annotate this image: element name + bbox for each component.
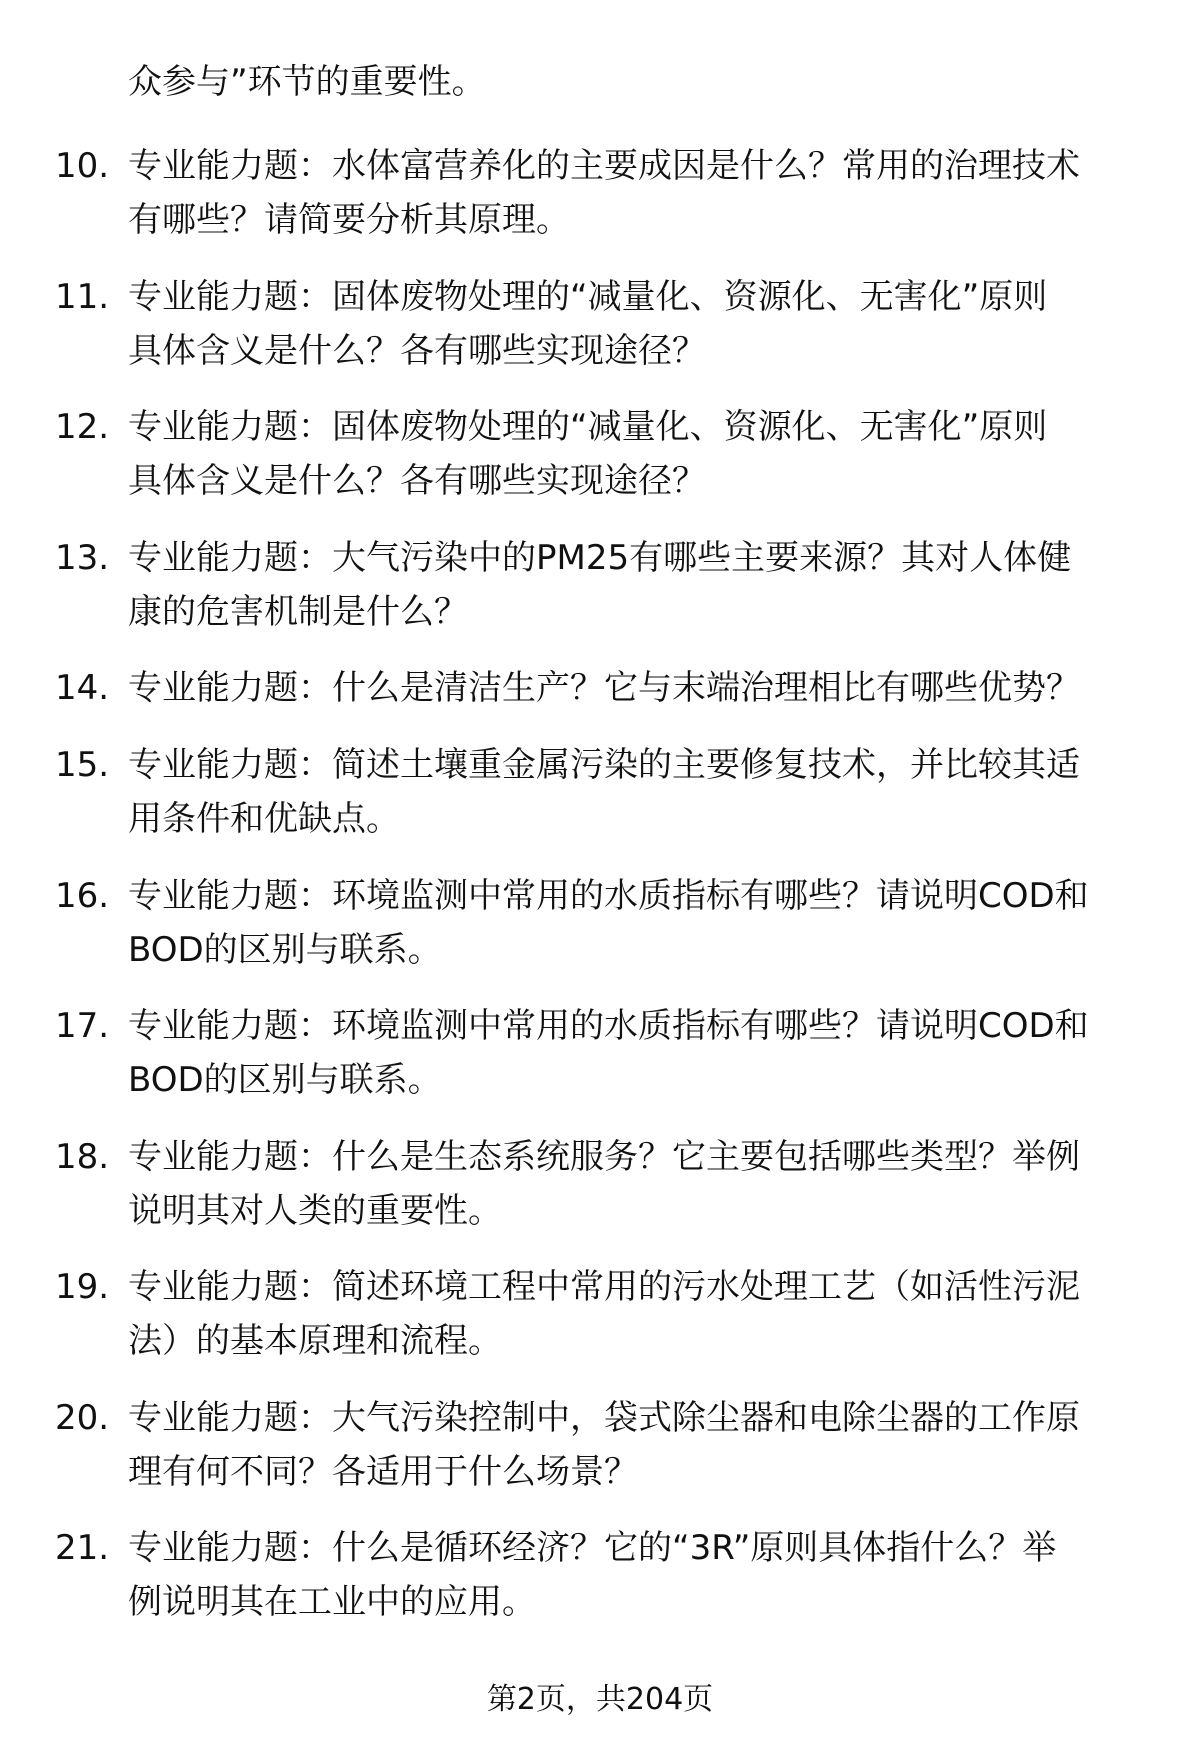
question-item xyxy=(0,1262,1200,1393)
question-number: 17. xyxy=(55,1006,110,1046)
question-number: 15. xyxy=(55,745,110,785)
question-number: 13. xyxy=(55,537,110,578)
question-number: 14. xyxy=(55,668,110,708)
question-text-line1: 专业能力题：简述土壤重金属污染的主要修复技术，并比较其适 xyxy=(128,745,1080,785)
continuation-text: 众参与”环节的重要性。 xyxy=(128,62,486,102)
question-item xyxy=(0,871,1200,1002)
question-text-line2: BOD的区别与联系。 xyxy=(128,929,442,970)
question-number: 21. xyxy=(55,1528,110,1568)
question-text-line2: 例说明其在工业中的应用。 xyxy=(128,1582,536,1622)
question-number: 19. xyxy=(55,1267,110,1307)
question-text-line1: 专业能力题：环境监测中常用的水质指标有哪些？请说明COD和 xyxy=(128,875,1089,916)
question-text-line2: BOD的区别与联系。 xyxy=(128,1060,442,1100)
question-item xyxy=(0,1393,1200,1524)
question-text-line2: 有哪些？请简要分析其原理。 xyxy=(128,200,570,240)
question-text-line2: 用条件和优缺点。 xyxy=(128,799,400,839)
question-item xyxy=(0,740,1200,871)
question-item xyxy=(0,272,1200,403)
question-text-line1: 专业能力题：固体废物处理的“减量化、资源化、无害化”原则 xyxy=(128,407,1048,447)
question-text-line2: 康的危害机制是什么？ xyxy=(128,591,468,632)
question-text-line2: 具体含义是什么？各有哪些实现途径？ xyxy=(128,461,706,501)
question-item xyxy=(0,1001,1200,1132)
question-text-line1: 专业能力题：固体废物处理的“减量化、资源化、无害化”原则 xyxy=(128,276,1048,317)
page-footer: 第2页，共204页 xyxy=(486,1682,714,1717)
question-item xyxy=(0,1523,1200,1654)
question-text-line1: 专业能力题：什么是清洁生产？它与末端治理相比有哪些优势？ xyxy=(128,668,1080,708)
question-item xyxy=(0,1132,1200,1263)
question-text-line1: 专业能力题：环境监测中常用的水质指标有哪些？请说明COD和 xyxy=(128,1006,1089,1046)
question-text-line1: 专业能力题：大气污染控制中，袋式除尘器和电除尘器的工作原 xyxy=(128,1397,1080,1438)
question-number: 12. xyxy=(55,407,110,447)
question-item xyxy=(0,663,1200,740)
question-text-line1: 专业能力题：简述环境工程中常用的污水处理工艺（如活性污泥 xyxy=(128,1267,1080,1307)
question-item xyxy=(0,402,1200,533)
question-item xyxy=(0,533,1200,664)
question-item xyxy=(0,141,1200,272)
question-text-line1: 专业能力题：什么是循环经济？它的“3R”原则具体指什么？举 xyxy=(128,1528,1057,1568)
question-text-line2: 具体含义是什么？各有哪些实现途径？ xyxy=(128,330,706,371)
question-text-line2: 说明其对人类的重要性。 xyxy=(128,1190,502,1231)
question-text-line1: 专业能力题：水体富营养化的主要成因是什么？常用的治理技术 xyxy=(128,146,1080,186)
question-number: 18. xyxy=(55,1136,110,1177)
question-text-line1: 专业能力题：大气污染中的PM25有哪些主要来源？其对人体健 xyxy=(128,537,1072,578)
question-list xyxy=(0,141,1200,1654)
question-number: 11. xyxy=(55,276,110,317)
question-number: 20. xyxy=(55,1397,110,1438)
question-number: 16. xyxy=(55,875,110,916)
question-number: 10. xyxy=(55,146,110,186)
question-text-line2: 法）的基本原理和流程。 xyxy=(128,1321,502,1361)
question-text-line2: 理有何不同？各适用于什么场景？ xyxy=(128,1451,638,1492)
question-text-line1: 专业能力题：什么是生态系统服务？它主要包括哪些类型？举例 xyxy=(128,1136,1080,1177)
